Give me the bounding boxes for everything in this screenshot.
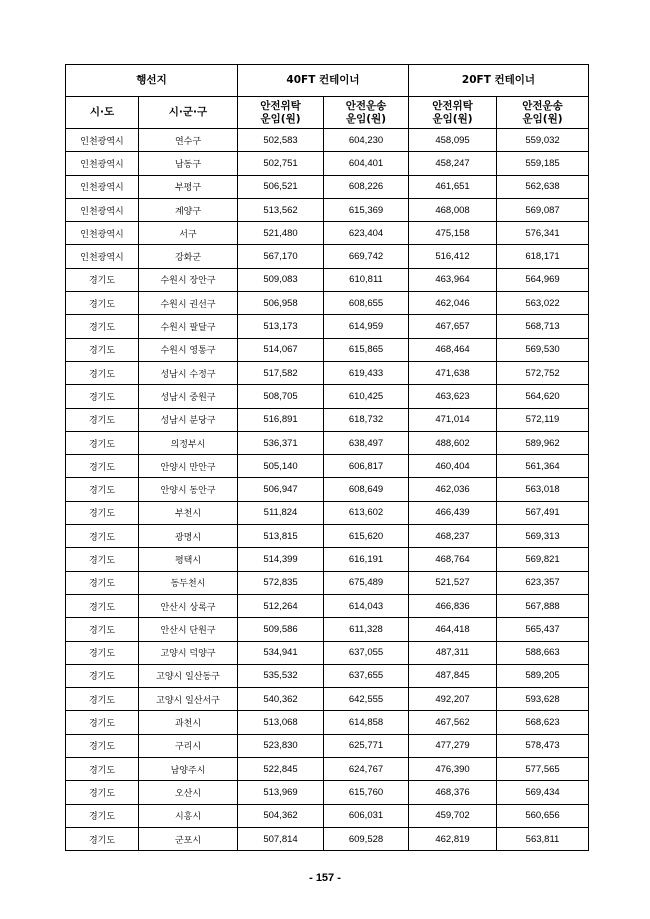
cell-sido: 경기도 bbox=[66, 408, 139, 431]
cell-sido: 경기도 bbox=[66, 315, 139, 338]
cell-20ft-entrust: 475,158 bbox=[409, 222, 497, 245]
cell-sido: 인천광역시 bbox=[66, 222, 139, 245]
cell-20ft-entrust: 461,651 bbox=[409, 175, 497, 198]
cell-sigungu: 안산시 단원구 bbox=[139, 618, 238, 641]
cell-40ft-entrust: 502,583 bbox=[238, 129, 324, 152]
cell-20ft-transport: 569,313 bbox=[497, 525, 589, 548]
cell-20ft-entrust: 466,836 bbox=[409, 594, 497, 617]
cell-40ft-transport: 615,369 bbox=[324, 198, 409, 221]
cell-20ft-transport: 559,185 bbox=[497, 152, 589, 175]
table-row bbox=[66, 152, 589, 175]
cell-40ft-transport: 610,811 bbox=[324, 268, 409, 291]
cell-20ft-transport: 578,473 bbox=[497, 734, 589, 757]
cell-sido: 경기도 bbox=[66, 618, 139, 641]
cell-40ft-entrust: 567,170 bbox=[238, 245, 324, 268]
cell-sido: 경기도 bbox=[66, 711, 139, 734]
table-row bbox=[66, 175, 589, 198]
cell-40ft-transport: 624,767 bbox=[324, 758, 409, 781]
cell-40ft-transport: 615,620 bbox=[324, 525, 409, 548]
cell-20ft-entrust: 471,014 bbox=[409, 408, 497, 431]
cell-sigungu: 서구 bbox=[139, 222, 238, 245]
header-20ft-entrust-line1: 안전위탁 bbox=[432, 99, 473, 112]
cell-sido: 경기도 bbox=[66, 501, 139, 524]
cell-40ft-entrust: 506,958 bbox=[238, 292, 324, 315]
cell-sido: 경기도 bbox=[66, 385, 139, 408]
table-row bbox=[66, 501, 589, 524]
table-row bbox=[66, 594, 589, 617]
cell-40ft-transport: 669,742 bbox=[324, 245, 409, 268]
table-row bbox=[66, 781, 589, 804]
cell-20ft-entrust: 468,376 bbox=[409, 781, 497, 804]
cell-20ft-transport: 593,628 bbox=[497, 688, 589, 711]
cell-sido: 경기도 bbox=[66, 431, 139, 454]
cell-40ft-entrust: 507,814 bbox=[238, 827, 324, 850]
table-row bbox=[66, 268, 589, 291]
cell-40ft-entrust: 509,586 bbox=[238, 618, 324, 641]
header-40ft-transport-line2: 운임(원) bbox=[345, 112, 387, 125]
table-row bbox=[66, 455, 589, 478]
table-row bbox=[66, 315, 589, 338]
cell-20ft-transport: 564,620 bbox=[497, 385, 589, 408]
cell-sigungu: 계양구 bbox=[139, 198, 238, 221]
cell-40ft-transport: 625,771 bbox=[324, 734, 409, 757]
cell-40ft-entrust: 513,068 bbox=[238, 711, 324, 734]
table-row bbox=[66, 688, 589, 711]
header-sido: 시·도 bbox=[66, 97, 139, 129]
cell-sido: 경기도 bbox=[66, 478, 139, 501]
cell-sido: 인천광역시 bbox=[66, 175, 139, 198]
cell-20ft-transport: 569,530 bbox=[497, 338, 589, 361]
cell-40ft-transport: 606,031 bbox=[324, 804, 409, 827]
header-20ft-transport-line1: 안전운송 bbox=[522, 99, 563, 112]
cell-20ft-transport: 568,713 bbox=[497, 315, 589, 338]
header-20ft-entrust-line2: 운임(원) bbox=[432, 112, 473, 125]
cell-20ft-entrust: 468,237 bbox=[409, 525, 497, 548]
cell-40ft-transport: 608,226 bbox=[324, 175, 409, 198]
table-row bbox=[66, 478, 589, 501]
cell-20ft-entrust: 477,279 bbox=[409, 734, 497, 757]
cell-20ft-entrust: 488,602 bbox=[409, 431, 497, 454]
freight-rate-table bbox=[65, 64, 589, 851]
table-row bbox=[66, 758, 589, 781]
cell-20ft-transport: 589,962 bbox=[497, 431, 589, 454]
table-row bbox=[66, 734, 589, 757]
cell-sigungu: 부천시 bbox=[139, 501, 238, 524]
cell-40ft-entrust: 513,969 bbox=[238, 781, 324, 804]
cell-20ft-transport: 563,811 bbox=[497, 827, 589, 850]
cell-40ft-entrust: 514,399 bbox=[238, 548, 324, 571]
cell-40ft-transport: 604,401 bbox=[324, 152, 409, 175]
cell-sigungu: 고양시 덕양구 bbox=[139, 641, 238, 664]
cell-sigungu: 부평구 bbox=[139, 175, 238, 198]
cell-sido: 경기도 bbox=[66, 688, 139, 711]
cell-40ft-transport: 618,732 bbox=[324, 408, 409, 431]
table-row bbox=[66, 129, 589, 152]
header-40ft-entrust-line1: 안전위탁 bbox=[260, 99, 301, 112]
cell-sido: 경기도 bbox=[66, 827, 139, 850]
table-row bbox=[66, 408, 589, 431]
header-row-columns bbox=[66, 97, 589, 129]
cell-40ft-transport: 614,959 bbox=[324, 315, 409, 338]
cell-sigungu: 안양시 동안구 bbox=[139, 478, 238, 501]
cell-sigungu: 안양시 만안구 bbox=[139, 455, 238, 478]
table-body bbox=[66, 129, 589, 851]
header-40ft-container: 40FT 컨테이너 bbox=[238, 65, 409, 97]
cell-sigungu: 성남시 분당구 bbox=[139, 408, 238, 431]
cell-40ft-entrust: 512,264 bbox=[238, 594, 324, 617]
table-row bbox=[66, 827, 589, 850]
page-number: - 157 - bbox=[309, 872, 341, 884]
table-row bbox=[66, 548, 589, 571]
table-row bbox=[66, 664, 589, 687]
table-row bbox=[66, 198, 589, 221]
cell-40ft-entrust: 502,751 bbox=[238, 152, 324, 175]
cell-20ft-entrust: 466,439 bbox=[409, 501, 497, 524]
cell-20ft-entrust: 467,562 bbox=[409, 711, 497, 734]
cell-sigungu: 평택시 bbox=[139, 548, 238, 571]
cell-40ft-transport: 637,655 bbox=[324, 664, 409, 687]
cell-20ft-transport: 569,821 bbox=[497, 548, 589, 571]
cell-40ft-entrust: 509,083 bbox=[238, 268, 324, 291]
cell-20ft-entrust: 460,404 bbox=[409, 455, 497, 478]
cell-40ft-entrust: 517,582 bbox=[238, 361, 324, 384]
cell-40ft-entrust: 514,067 bbox=[238, 338, 324, 361]
cell-sido: 경기도 bbox=[66, 781, 139, 804]
cell-40ft-transport: 638,497 bbox=[324, 431, 409, 454]
cell-40ft-entrust: 534,941 bbox=[238, 641, 324, 664]
cell-20ft-entrust: 462,046 bbox=[409, 292, 497, 315]
cell-40ft-transport: 615,865 bbox=[324, 338, 409, 361]
cell-sigungu: 의정부시 bbox=[139, 431, 238, 454]
header-destination: 행선지 bbox=[66, 65, 238, 97]
cell-sigungu: 시흥시 bbox=[139, 804, 238, 827]
cell-40ft-transport: 613,602 bbox=[324, 501, 409, 524]
cell-20ft-transport: 569,434 bbox=[497, 781, 589, 804]
cell-20ft-transport: 559,032 bbox=[497, 129, 589, 152]
table-row bbox=[66, 618, 589, 641]
cell-40ft-entrust: 508,705 bbox=[238, 385, 324, 408]
header-20ft-container: 20FT 컨테이너 bbox=[409, 65, 589, 97]
cell-40ft-transport: 608,655 bbox=[324, 292, 409, 315]
cell-20ft-transport: 568,623 bbox=[497, 711, 589, 734]
cell-40ft-entrust: 523,830 bbox=[238, 734, 324, 757]
cell-sido: 경기도 bbox=[66, 268, 139, 291]
cell-20ft-transport: 569,087 bbox=[497, 198, 589, 221]
cell-40ft-entrust: 540,362 bbox=[238, 688, 324, 711]
cell-40ft-entrust: 522,845 bbox=[238, 758, 324, 781]
cell-sido: 인천광역시 bbox=[66, 129, 139, 152]
cell-sido: 경기도 bbox=[66, 664, 139, 687]
cell-sigungu: 수원시 권선구 bbox=[139, 292, 238, 315]
cell-20ft-transport: 564,969 bbox=[497, 268, 589, 291]
cell-20ft-entrust: 464,418 bbox=[409, 618, 497, 641]
cell-sigungu: 성남시 수정구 bbox=[139, 361, 238, 384]
cell-40ft-entrust: 506,521 bbox=[238, 175, 324, 198]
cell-20ft-entrust: 463,623 bbox=[409, 385, 497, 408]
cell-20ft-entrust: 468,464 bbox=[409, 338, 497, 361]
cell-20ft-transport: 618,171 bbox=[497, 245, 589, 268]
cell-20ft-transport: 563,022 bbox=[497, 292, 589, 315]
table-row bbox=[66, 245, 589, 268]
cell-40ft-entrust: 511,824 bbox=[238, 501, 324, 524]
cell-sido: 경기도 bbox=[66, 455, 139, 478]
cell-20ft-entrust: 476,390 bbox=[409, 758, 497, 781]
cell-sigungu: 남동구 bbox=[139, 152, 238, 175]
table-row bbox=[66, 571, 589, 594]
cell-sido: 경기도 bbox=[66, 571, 139, 594]
cell-sigungu: 강화군 bbox=[139, 245, 238, 268]
cell-sido: 경기도 bbox=[66, 361, 139, 384]
header-sigungu: 시·군·구 bbox=[139, 97, 238, 129]
cell-20ft-entrust: 462,819 bbox=[409, 827, 497, 850]
cell-40ft-entrust: 572,835 bbox=[238, 571, 324, 594]
cell-sigungu: 고양시 일산동구 bbox=[139, 664, 238, 687]
cell-20ft-transport: 567,888 bbox=[497, 594, 589, 617]
cell-20ft-entrust: 467,657 bbox=[409, 315, 497, 338]
cell-40ft-transport: 609,528 bbox=[324, 827, 409, 850]
cell-sido: 인천광역시 bbox=[66, 152, 139, 175]
cell-20ft-transport: 562,638 bbox=[497, 175, 589, 198]
cell-sigungu: 수원시 장안구 bbox=[139, 268, 238, 291]
cell-20ft-entrust: 487,311 bbox=[409, 641, 497, 664]
table-row bbox=[66, 292, 589, 315]
cell-sigungu: 수원시 팔달구 bbox=[139, 315, 238, 338]
table-row bbox=[66, 222, 589, 245]
cell-sigungu: 과천시 bbox=[139, 711, 238, 734]
header-20ft-entrust-rate bbox=[409, 97, 497, 129]
cell-sigungu: 구리시 bbox=[139, 734, 238, 757]
cell-20ft-transport: 576,341 bbox=[497, 222, 589, 245]
cell-20ft-transport: 577,565 bbox=[497, 758, 589, 781]
cell-20ft-entrust: 492,207 bbox=[409, 688, 497, 711]
cell-40ft-transport: 642,555 bbox=[324, 688, 409, 711]
cell-20ft-transport: 589,205 bbox=[497, 664, 589, 687]
cell-20ft-entrust: 487,845 bbox=[409, 664, 497, 687]
cell-20ft-transport: 572,752 bbox=[497, 361, 589, 384]
cell-40ft-entrust: 504,362 bbox=[238, 804, 324, 827]
cell-20ft-transport: 623,357 bbox=[497, 571, 589, 594]
cell-sido: 경기도 bbox=[66, 734, 139, 757]
header-40ft-entrust-line2: 운임(원) bbox=[260, 112, 301, 125]
cell-40ft-entrust: 506,947 bbox=[238, 478, 324, 501]
header-20ft-transport-rate bbox=[497, 97, 589, 129]
table-row bbox=[66, 525, 589, 548]
cell-20ft-transport: 588,663 bbox=[497, 641, 589, 664]
cell-40ft-transport: 614,043 bbox=[324, 594, 409, 617]
cell-40ft-entrust: 516,891 bbox=[238, 408, 324, 431]
cell-sigungu: 성남시 중원구 bbox=[139, 385, 238, 408]
cell-40ft-transport: 623,404 bbox=[324, 222, 409, 245]
cell-sido: 경기도 bbox=[66, 548, 139, 571]
cell-20ft-entrust: 471,638 bbox=[409, 361, 497, 384]
table-row bbox=[66, 385, 589, 408]
cell-sigungu: 군포시 bbox=[139, 827, 238, 850]
cell-20ft-transport: 560,656 bbox=[497, 804, 589, 827]
cell-20ft-entrust: 459,702 bbox=[409, 804, 497, 827]
cell-sido: 경기도 bbox=[66, 804, 139, 827]
cell-20ft-entrust: 463,964 bbox=[409, 268, 497, 291]
cell-40ft-transport: 614,858 bbox=[324, 711, 409, 734]
cell-20ft-transport: 567,491 bbox=[497, 501, 589, 524]
header-20ft-transport-line2: 운임(원) bbox=[522, 112, 563, 125]
cell-sigungu: 안산시 상록구 bbox=[139, 594, 238, 617]
cell-40ft-entrust: 513,173 bbox=[238, 315, 324, 338]
table-row bbox=[66, 431, 589, 454]
cell-sido: 경기도 bbox=[66, 292, 139, 315]
cell-20ft-entrust: 521,527 bbox=[409, 571, 497, 594]
cell-sido: 경기도 bbox=[66, 641, 139, 664]
cell-40ft-transport: 675,489 bbox=[324, 571, 409, 594]
cell-20ft-entrust: 462,036 bbox=[409, 478, 497, 501]
table-row bbox=[66, 804, 589, 827]
header-40ft-entrust-rate bbox=[238, 97, 324, 129]
cell-40ft-transport: 610,425 bbox=[324, 385, 409, 408]
header-40ft-transport-line1: 안전운송 bbox=[345, 99, 387, 112]
cell-40ft-transport: 637,055 bbox=[324, 641, 409, 664]
cell-40ft-transport: 604,230 bbox=[324, 129, 409, 152]
cell-40ft-entrust: 513,815 bbox=[238, 525, 324, 548]
cell-sigungu: 연수구 bbox=[139, 129, 238, 152]
cell-20ft-entrust: 516,412 bbox=[409, 245, 497, 268]
cell-sido: 인천광역시 bbox=[66, 245, 139, 268]
cell-sido: 경기도 bbox=[66, 594, 139, 617]
cell-sido: 인천광역시 bbox=[66, 198, 139, 221]
cell-40ft-transport: 619,433 bbox=[324, 361, 409, 384]
cell-20ft-transport: 572,119 bbox=[497, 408, 589, 431]
cell-20ft-entrust: 468,008 bbox=[409, 198, 497, 221]
cell-40ft-transport: 616,191 bbox=[324, 548, 409, 571]
cell-sigungu: 남양주시 bbox=[139, 758, 238, 781]
cell-40ft-transport: 608,649 bbox=[324, 478, 409, 501]
cell-20ft-transport: 563,018 bbox=[497, 478, 589, 501]
cell-40ft-entrust: 521,480 bbox=[238, 222, 324, 245]
cell-sido: 경기도 bbox=[66, 758, 139, 781]
cell-sigungu: 오산시 bbox=[139, 781, 238, 804]
cell-40ft-entrust: 505,140 bbox=[238, 455, 324, 478]
cell-sigungu: 동두천시 bbox=[139, 571, 238, 594]
cell-40ft-transport: 611,328 bbox=[324, 618, 409, 641]
cell-sido: 경기도 bbox=[66, 338, 139, 361]
cell-20ft-entrust: 458,095 bbox=[409, 129, 497, 152]
cell-20ft-transport: 565,437 bbox=[497, 618, 589, 641]
cell-20ft-entrust: 458,247 bbox=[409, 152, 497, 175]
cell-sido: 경기도 bbox=[66, 525, 139, 548]
cell-40ft-entrust: 513,562 bbox=[238, 198, 324, 221]
cell-40ft-transport: 606,817 bbox=[324, 455, 409, 478]
table-row bbox=[66, 711, 589, 734]
header-row-groups bbox=[66, 65, 589, 97]
cell-40ft-transport: 615,760 bbox=[324, 781, 409, 804]
cell-sigungu: 광명시 bbox=[139, 525, 238, 548]
table-row bbox=[66, 641, 589, 664]
cell-sigungu: 수원시 영통구 bbox=[139, 338, 238, 361]
cell-sigungu: 고양시 일산서구 bbox=[139, 688, 238, 711]
header-40ft-transport-rate bbox=[324, 97, 409, 129]
cell-20ft-entrust: 468,764 bbox=[409, 548, 497, 571]
table-row bbox=[66, 338, 589, 361]
table-row bbox=[66, 361, 589, 384]
cell-20ft-transport: 561,364 bbox=[497, 455, 589, 478]
cell-40ft-entrust: 535,532 bbox=[238, 664, 324, 687]
cell-40ft-entrust: 536,371 bbox=[238, 431, 324, 454]
